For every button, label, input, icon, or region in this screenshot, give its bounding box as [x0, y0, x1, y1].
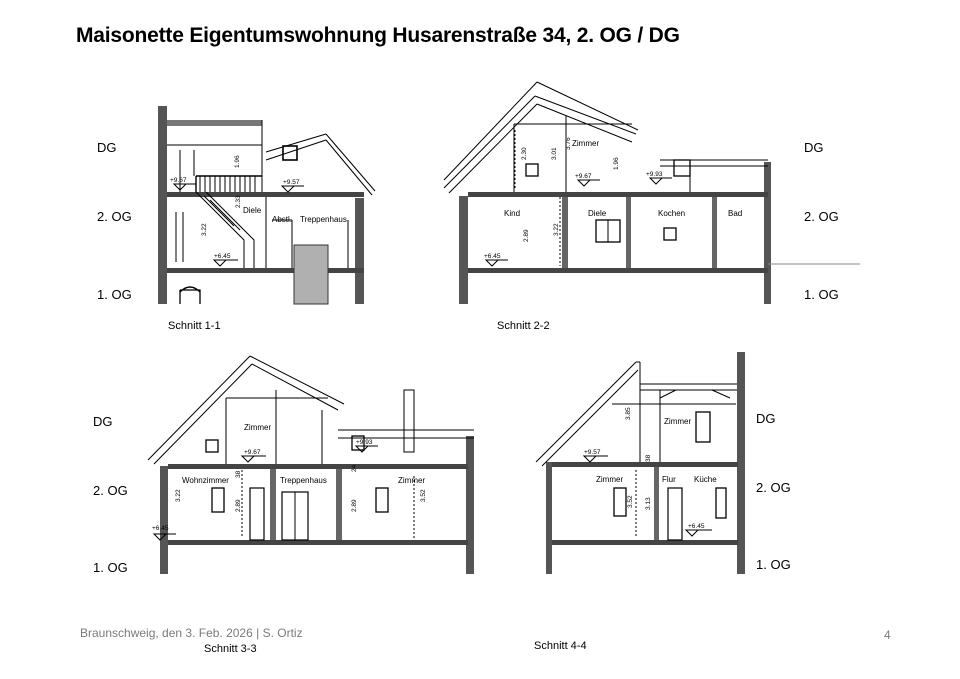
dimension-label: 1.96 [234, 155, 241, 168]
room-label: Treppenhaus [280, 476, 327, 485]
room-label: Zimmer [398, 476, 426, 485]
section-caption-1-1: Schnitt 1-1 [168, 320, 221, 332]
dimension-label: 3.52 [627, 495, 634, 508]
dimension-label: 3.22 [553, 223, 560, 236]
dimension-label: 1.96 [613, 157, 620, 170]
dimension-label: 2.89 [351, 499, 358, 512]
level-mark: +9.93 [646, 171, 663, 178]
dimension-label: 3.22 [201, 223, 208, 236]
level-mark: +9.67 [170, 177, 187, 184]
level-mark: +9.67 [575, 173, 592, 180]
level-label-dg: DG [93, 414, 113, 429]
section-drawing-4-4 [536, 352, 745, 574]
level-label-1og: 1. OG [756, 557, 791, 572]
level-label-dg: DG [804, 140, 824, 155]
level-mark: +9.57 [283, 179, 300, 186]
level-label-1og: 1. OG [804, 287, 839, 302]
section-drawing-3-3 [148, 356, 474, 574]
level-label-2og: 2. OG [97, 209, 132, 224]
section-caption-4-4: Schnitt 4-4 [534, 640, 587, 652]
room-label: Küche [694, 475, 717, 484]
room-label: Kochen [658, 209, 686, 218]
room-label: Zimmer [664, 417, 692, 426]
dimension-label: 2.89 [235, 499, 242, 512]
level-label-dg: DG [97, 140, 117, 155]
dimension-label: 2.89 [523, 229, 530, 242]
room-label: Zimmer [596, 475, 624, 484]
level-label-2og: 2. OG [804, 209, 839, 224]
level-mark: +9.57 [584, 449, 601, 456]
section-drawing-1-1 [158, 106, 375, 304]
level-mark: +6.45 [484, 253, 501, 260]
level-label-dg: DG [756, 411, 776, 426]
page-number: 4 [884, 628, 891, 642]
level-label-2og: 2. OG [93, 483, 128, 498]
room-label: Diele [243, 206, 262, 215]
room-label: Flur [662, 475, 676, 484]
dimension-label: 38 [645, 454, 652, 462]
dimension-label: 2.33 [235, 195, 242, 208]
room-label: Wohnzimmer [182, 476, 229, 485]
level-label-1og: 1. OG [97, 287, 132, 302]
room-label: Zimmer [244, 423, 272, 432]
level-label-1og: 1. OG [93, 560, 128, 575]
room-label: Treppenhaus [300, 215, 347, 224]
footer-text: Braunschweig, den 3. Feb. 2026 | S. Ortiz [80, 626, 303, 640]
section-caption-2-2: Schnitt 2-2 [497, 320, 550, 332]
level-label-2og: 2. OG [756, 480, 791, 495]
dimension-label: 3.52 [420, 489, 427, 502]
level-mark: +6.45 [214, 253, 231, 260]
room-label: Abstl. [272, 215, 293, 224]
section-drawing-2-2 [444, 82, 860, 304]
section-caption-3-3: Schnitt 3-3 [204, 643, 257, 655]
room-label: Kind [504, 209, 521, 218]
dimension-label: 3.76 [565, 137, 572, 150]
level-mark: +6.45 [688, 523, 705, 530]
level-mark: +6.45 [152, 525, 169, 532]
dimension-label: 3.13 [645, 497, 652, 510]
page-title: Maisonette Eigentumswohnung Husarenstraße 34, 2. OG / DG [76, 24, 680, 47]
dimension-label: 3.85 [625, 407, 632, 420]
dimension-label: 24 [351, 464, 358, 472]
level-mark: +9.67 [244, 449, 261, 456]
room-label: Diele [588, 209, 607, 218]
room-label: Zimmer [572, 139, 600, 148]
dimension-label: 3.22 [175, 489, 182, 502]
level-mark: +9.93 [356, 439, 373, 446]
room-label: Bad [728, 209, 743, 218]
dimension-label: 3.01 [551, 147, 558, 160]
dimension-label: 2.30 [521, 147, 528, 160]
dimension-label: 38 [235, 470, 242, 478]
